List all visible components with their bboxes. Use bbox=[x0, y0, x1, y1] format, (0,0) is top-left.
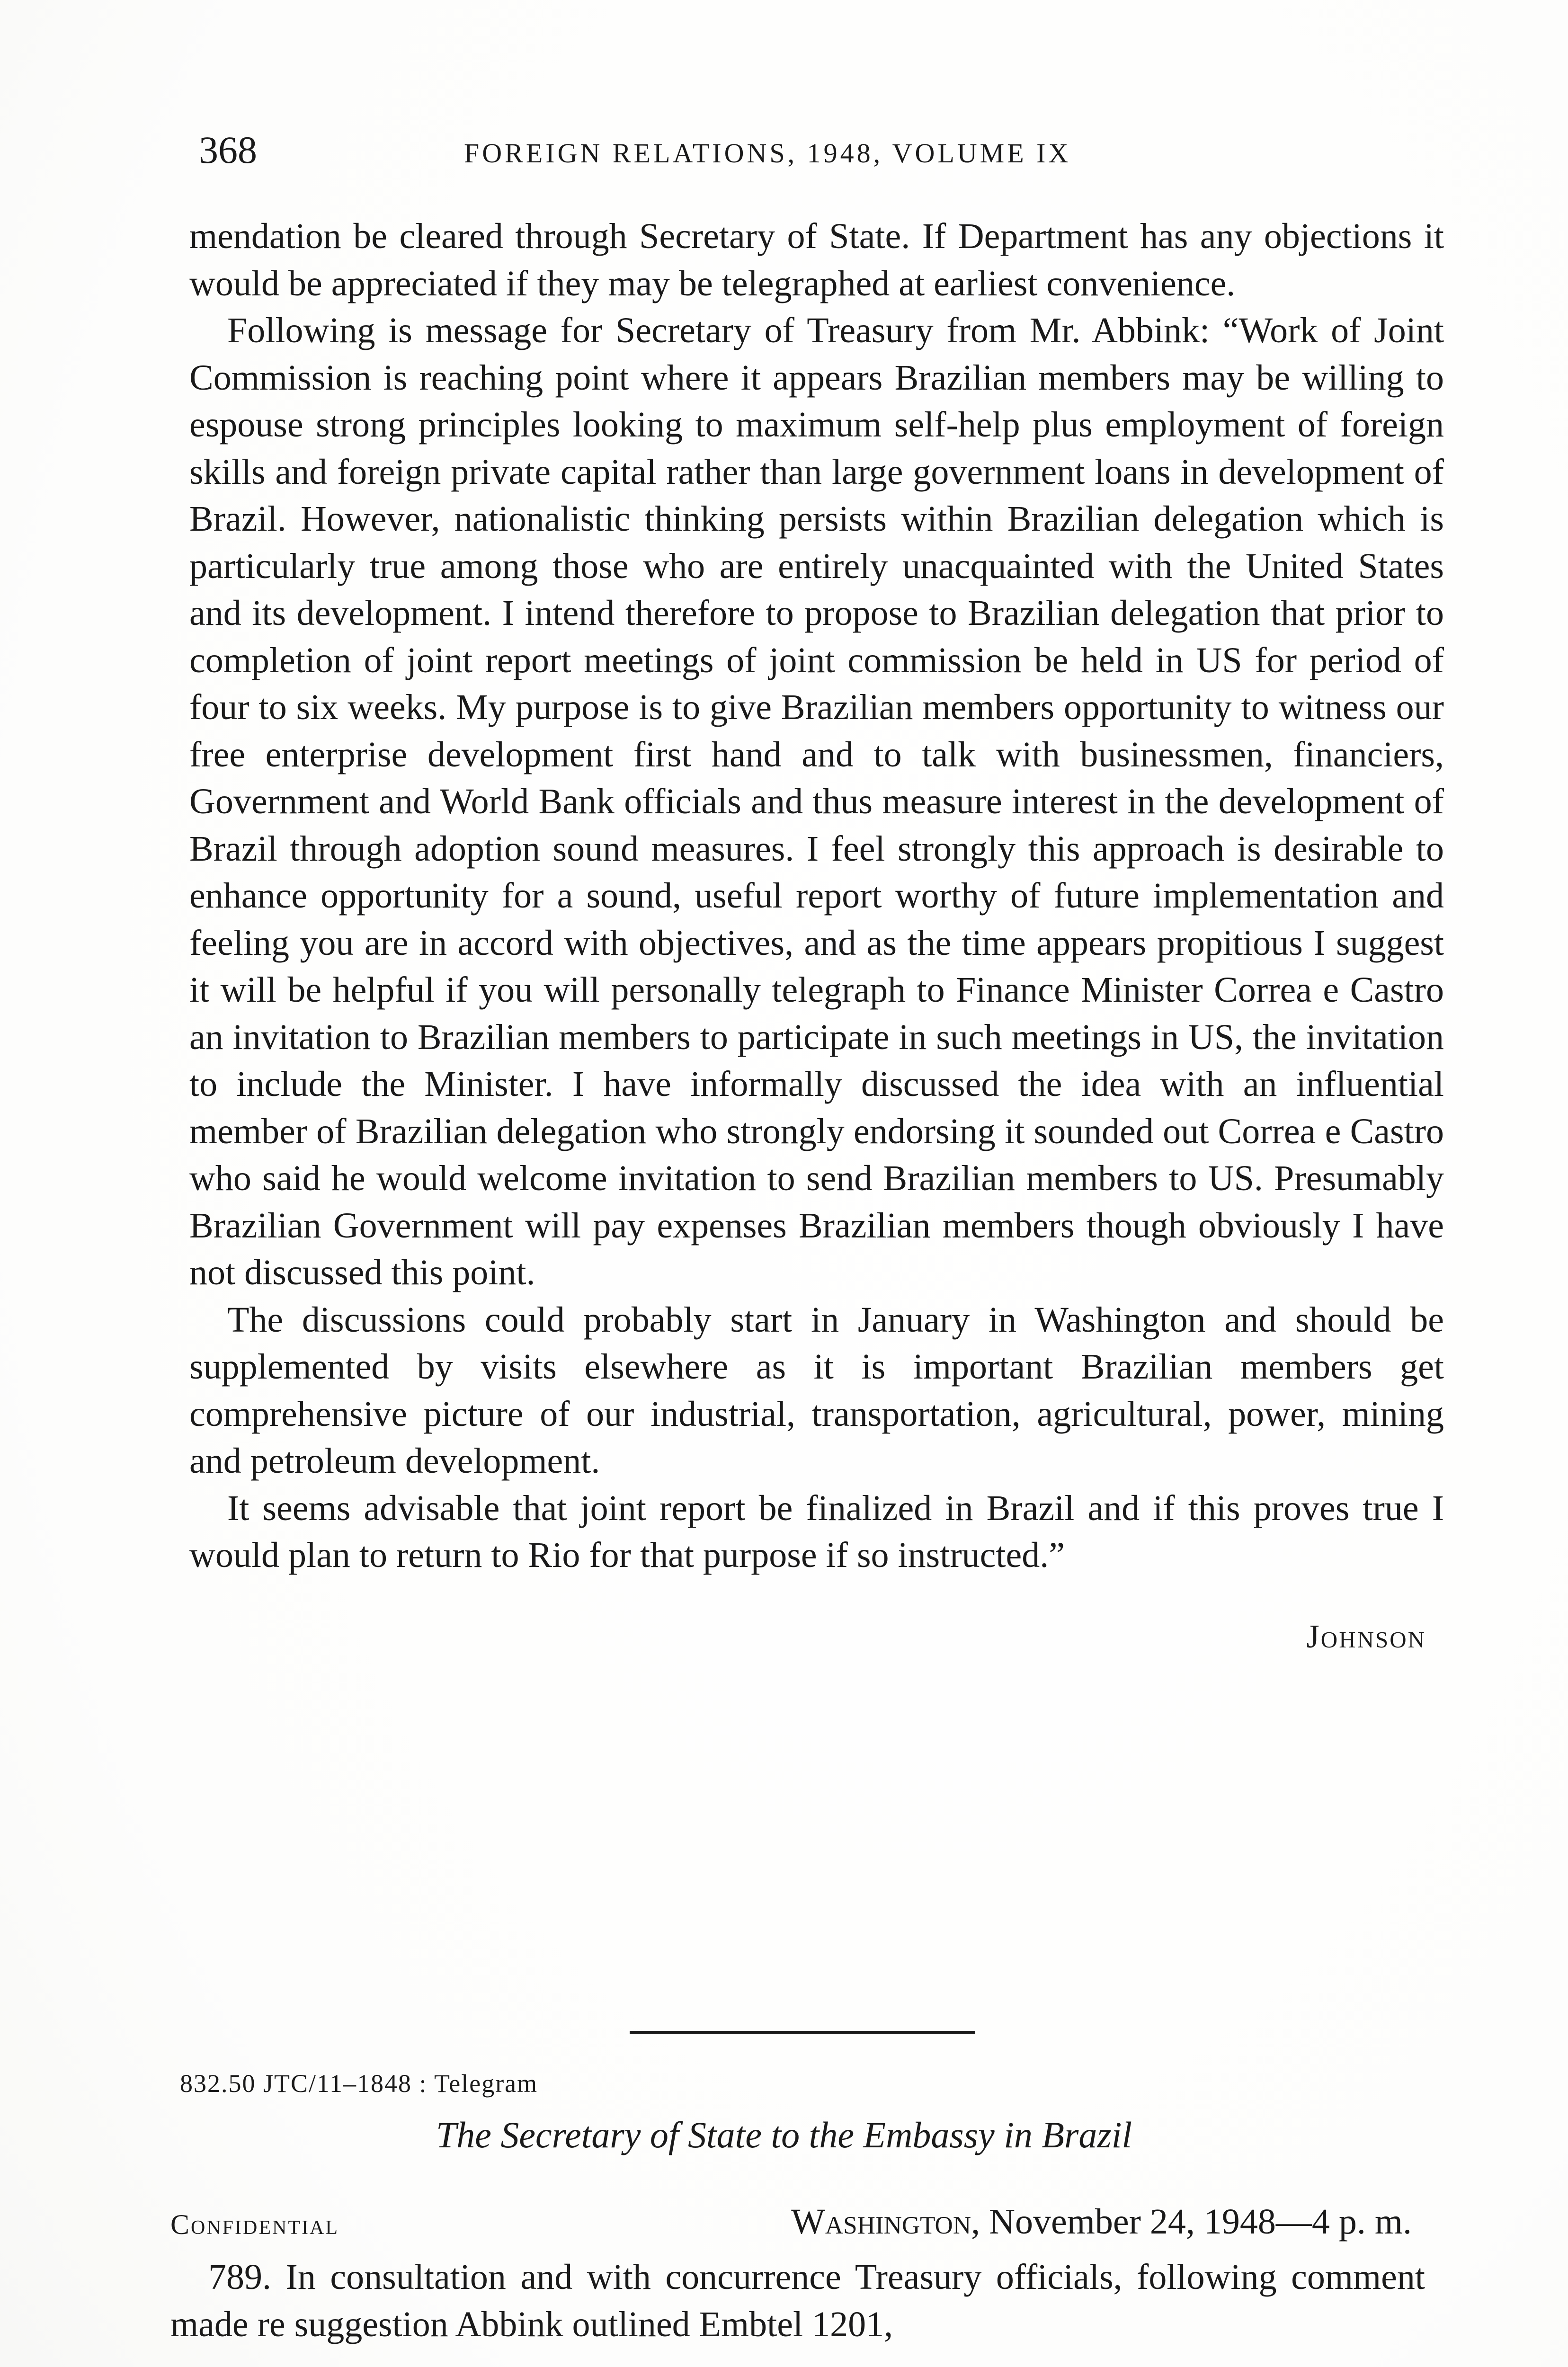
dateline bbox=[791, 2201, 1412, 2242]
page-number: 368 bbox=[199, 128, 257, 171]
next-telegram-text bbox=[170, 2253, 1425, 2348]
paragraph-continuation: mendation be cleared through Secretary of State. If Department has any objections it would be appreciated if they may be telegraphed at earliest convenience. bbox=[189, 216, 1444, 303]
signature: Johnson bbox=[1306, 1619, 1426, 1655]
classification-label: Confidential bbox=[170, 2209, 339, 2240]
running-header bbox=[199, 128, 1430, 185]
telegram-text bbox=[189, 213, 1444, 1579]
section-divider bbox=[630, 2031, 975, 2034]
document-title: The Secretary of State to the Embassy in Brazil bbox=[436, 2114, 1132, 2155]
paragraph-opening: 789. In consultation and with concurrence Treasury officials, following comment made re suggestion Abbink outlined Embtel 1201, bbox=[170, 2257, 1425, 2344]
running-title: FOREIGN RELATIONS, 1948, VOLUME IX bbox=[464, 138, 1071, 169]
paragraph-message: Following is message for Secretary of Treasury from Mr. Abbink: “Work of Joint Commission is reaching point where it appears Brazilian members may be willing to espouse strong principles looking to maximum self-help plus employment of foreign skills and foreign private capital rather than large government loans in development of Brazil. However, nationalistic thinking persists within Brazilian delegation which is particularly true among those who are entirely unacquainted with the United States and its development. I intend therefore to propose to Brazilian delegation that prior to completion of joint report meetings of joint commission be held in US for period of four to six weeks. My purpose is to give Brazilian members opportunity to witness our free enterprise development first hand and to talk with businessmen, financiers, Government and World Bank officials and thus measure interest in the development of Brazil through adoption sound measures. I feel strongly this approach is desirable to enhance opportunity for a sound, useful report worthy of future implementation and feeling you are in accord with objectives, and as the time appears propitious I suggest it will be helpful if you will personally telegraph to Finance Minister Correa e Castro an invitation to Brazilian members to participate in such meetings in US, the invitation to include the Minister. I have informally discussed the idea with an influential member of Brazilian delegation who strongly endorsing it sounded out Correa e Castro who said he would welcome invitation to send Brazilian members to US. Presumably Brazilian Government will pay expenses Brazilian members though obviously I have not discussed this point. bbox=[189, 311, 1444, 1292]
paragraph-joint-report: It seems advisable that joint report be finalized in Brazil and if this proves true I would plan to return to Rio for that purpose if so instructed.” bbox=[189, 1488, 1444, 1575]
dateline-date: , November 24, 1948—4 p. m. bbox=[971, 2202, 1412, 2242]
file-reference: 832.50 JTC/11–1848 : Telegram bbox=[180, 2069, 538, 2098]
paragraph-discussions: The discussions could probably start in January in Washington and should be supplemented by visits elsewhere as it is important Brazilian members get comprehensive picture of our industrial, transportation, agricultural, power, mining and petroleum development. bbox=[189, 1299, 1444, 1481]
dateline-place: Washington bbox=[791, 2202, 971, 2242]
